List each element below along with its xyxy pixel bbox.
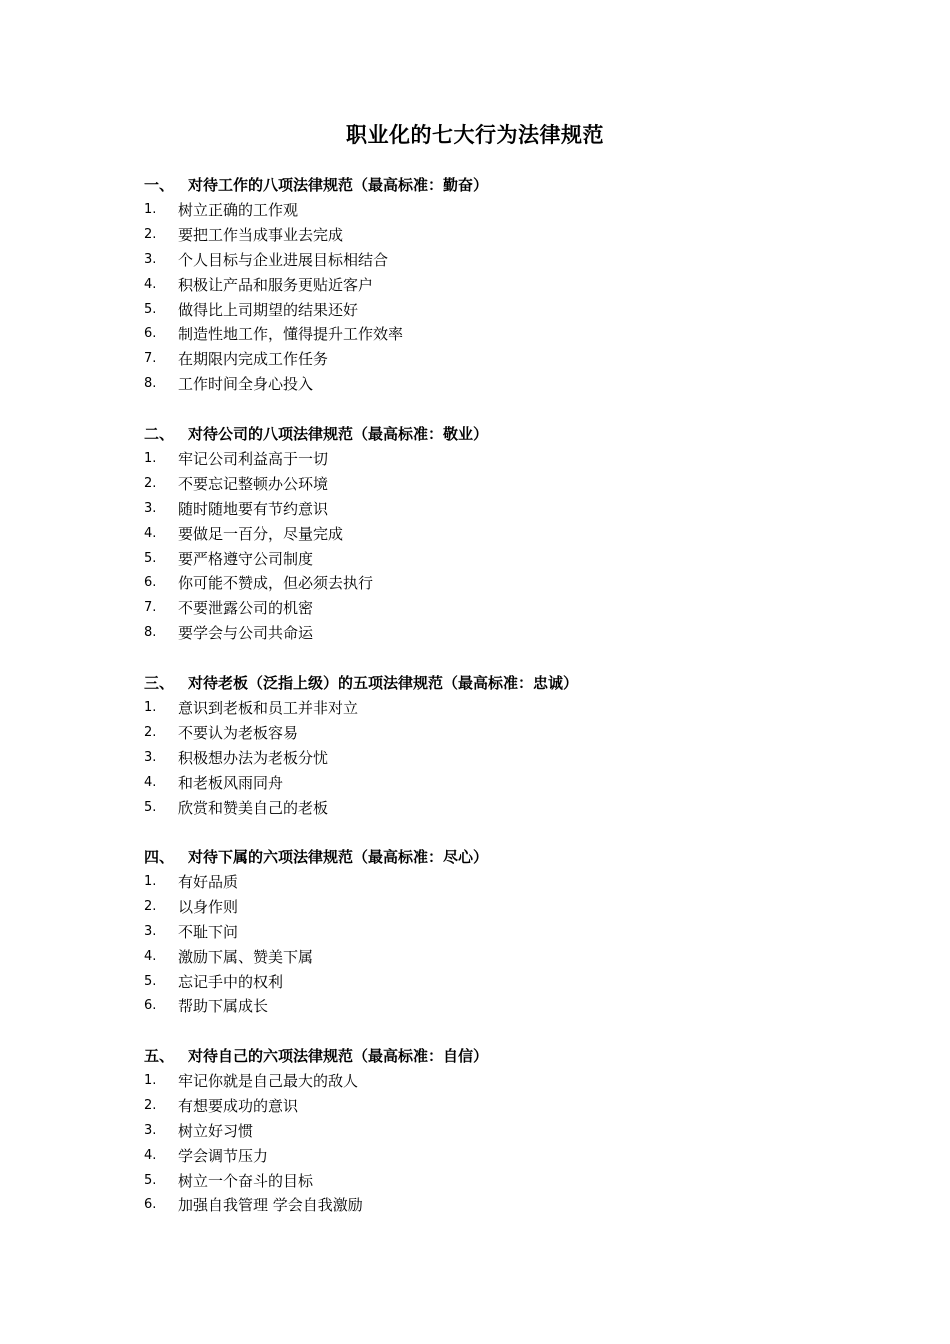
- item-text: 积极想办法为老板分忧: [178, 748, 329, 767]
- list-item: [144, 1144, 844, 1169]
- section-subordinates: [144, 845, 844, 1019]
- section-work: [144, 173, 844, 397]
- item-number: 5.: [144, 301, 157, 317]
- item-text: 积极让产品和服务更贴近客户: [178, 275, 374, 294]
- list-item: [144, 1094, 844, 1119]
- item-text: 制造性地工作，懂得提升工作效率: [178, 325, 404, 344]
- item-text: 工作时间全身心投入: [178, 375, 314, 394]
- section-boss: [144, 671, 844, 820]
- list-item: [144, 920, 844, 945]
- section-title: 对待自己的六项法律规范（最高标准：自信）: [188, 1047, 489, 1065]
- list-item: [144, 1193, 844, 1218]
- list-item: [144, 322, 844, 347]
- item-number: 3.: [144, 251, 157, 267]
- item-number: 1.: [144, 874, 157, 889]
- item-number: 2.: [144, 1097, 157, 1113]
- section-company: [144, 422, 844, 646]
- item-number: 6.: [144, 326, 157, 342]
- list-item: [144, 372, 844, 397]
- item-text: 牢记你就是自己最大的敌人: [178, 1072, 359, 1090]
- section-heading: [144, 845, 844, 870]
- list-item: [144, 547, 844, 572]
- item-text: 随时随地要有节约意识: [178, 499, 329, 518]
- list-item: [144, 571, 844, 596]
- item-text: 你可能不赞成，但必须去执行: [178, 574, 374, 593]
- item-number: 8.: [144, 376, 157, 392]
- list-item: [144, 796, 844, 821]
- section-number: 五、: [144, 1047, 175, 1065]
- section-title: 对待老板（泛指上级）的五项法律规范（最高标准：忠诚）: [188, 674, 579, 692]
- item-number: 3.: [144, 500, 157, 516]
- item-text: 和老板风雨同舟: [178, 773, 284, 792]
- list-item: [144, 1119, 844, 1144]
- item-number: 7.: [144, 351, 157, 367]
- list-item: [144, 994, 844, 1019]
- item-number: 7.: [144, 600, 157, 616]
- section-number: 二、: [144, 425, 175, 443]
- item-number: 3.: [144, 749, 157, 765]
- item-text: 以身作则: [178, 897, 239, 916]
- item-number: 6.: [144, 998, 157, 1014]
- item-text: 做得比上司期望的结果还好: [178, 300, 359, 319]
- section-heading: [144, 671, 844, 696]
- section-title: 对待工作的八项法律规范（最高标准：勤奋）: [188, 176, 489, 194]
- list-item: [144, 223, 844, 248]
- section-number: 一、: [144, 176, 175, 194]
- item-text: 要把工作当成事业去完成: [178, 225, 344, 244]
- item-text: 意识到老板和员工并非对立: [178, 699, 359, 717]
- item-text: 忘记手中的权利: [178, 972, 284, 991]
- item-text: 不要泄露公司的机密: [178, 599, 314, 618]
- list-item: [144, 298, 844, 323]
- item-number: 3.: [144, 923, 157, 939]
- item-number: 8.: [144, 625, 157, 641]
- item-text: 加强自我管理 学会自我激励: [178, 1196, 363, 1215]
- list-item: [144, 248, 844, 273]
- list-item: [144, 347, 844, 372]
- item-number: 4.: [144, 525, 157, 541]
- item-number: 1.: [144, 700, 157, 715]
- section-heading: [144, 1044, 844, 1069]
- item-text: 有想要成功的意识: [178, 1096, 299, 1115]
- section-number: 三、: [144, 674, 175, 692]
- item-number: 6.: [144, 1197, 157, 1213]
- item-text: 牢记公司利益高于一切: [178, 450, 329, 468]
- list-item: [144, 970, 844, 995]
- item-number: 5.: [144, 799, 157, 815]
- item-text: 要严格遵守公司制度: [178, 549, 314, 568]
- item-text: 有好品质: [178, 873, 239, 891]
- item-number: 2.: [144, 475, 157, 491]
- item-number: 6.: [144, 575, 157, 591]
- list-item: [144, 945, 844, 970]
- list-item: [144, 472, 844, 497]
- item-number: 5.: [144, 1172, 157, 1188]
- item-text: 欣赏和赞美自己的老板: [178, 798, 329, 817]
- item-number: 2.: [144, 226, 157, 242]
- section-title: 对待公司的八项法律规范（最高标准：敬业）: [188, 425, 489, 443]
- document-title: 职业化的七大行为法律规范: [346, 123, 604, 147]
- item-text: 树立一个奋斗的目标: [178, 1171, 314, 1190]
- item-number: 5.: [144, 550, 157, 566]
- list-item: [144, 895, 844, 920]
- item-text: 不耻下问: [178, 922, 239, 941]
- item-number: 4.: [144, 774, 157, 790]
- item-text: 学会调节压力: [178, 1146, 269, 1165]
- item-number: 1.: [144, 451, 157, 466]
- list-item: [144, 497, 844, 522]
- list-item: [144, 198, 844, 223]
- list-item: [144, 273, 844, 298]
- item-text: 要学会与公司共命运: [178, 624, 314, 643]
- list-item: [144, 870, 844, 895]
- list-item: [144, 771, 844, 796]
- item-text: 要做足一百分，尽量完成: [178, 524, 344, 543]
- item-number: 1.: [144, 202, 157, 217]
- list-item: [144, 696, 844, 721]
- item-text: 激励下属、赞美下属: [178, 947, 314, 966]
- item-number: 1.: [144, 1073, 157, 1088]
- section-heading: [144, 173, 844, 198]
- item-number: 2.: [144, 898, 157, 914]
- item-text: 不要忘记整顿办公环境: [178, 474, 329, 493]
- item-number: 3.: [144, 1122, 157, 1138]
- section-heading: [144, 422, 844, 447]
- list-item: [144, 522, 844, 547]
- item-text: 个人目标与企业进展目标相结合: [178, 250, 389, 269]
- item-text: 树立正确的工作观: [178, 201, 299, 219]
- item-text: 不要认为老板容易: [178, 723, 299, 742]
- item-number: 4.: [144, 1147, 157, 1163]
- item-number: 4.: [144, 276, 157, 292]
- list-item: [144, 1069, 844, 1094]
- item-text: 树立好习惯: [178, 1121, 254, 1140]
- section-title: 对待下属的六项法律规范（最高标准：尽心）: [188, 848, 489, 866]
- section-number: 四、: [144, 848, 175, 866]
- list-item: [144, 746, 844, 771]
- list-item: [144, 721, 844, 746]
- list-item: [144, 447, 844, 472]
- item-text: 帮助下属成长: [178, 997, 269, 1016]
- item-number: 5.: [144, 973, 157, 989]
- item-number: 4.: [144, 948, 157, 964]
- list-item: [144, 1169, 844, 1194]
- section-self: [144, 1044, 844, 1218]
- list-item: [144, 621, 844, 646]
- item-number: 2.: [144, 724, 157, 740]
- list-item: [144, 596, 844, 621]
- item-text: 在期限内完成工作任务: [178, 350, 329, 369]
